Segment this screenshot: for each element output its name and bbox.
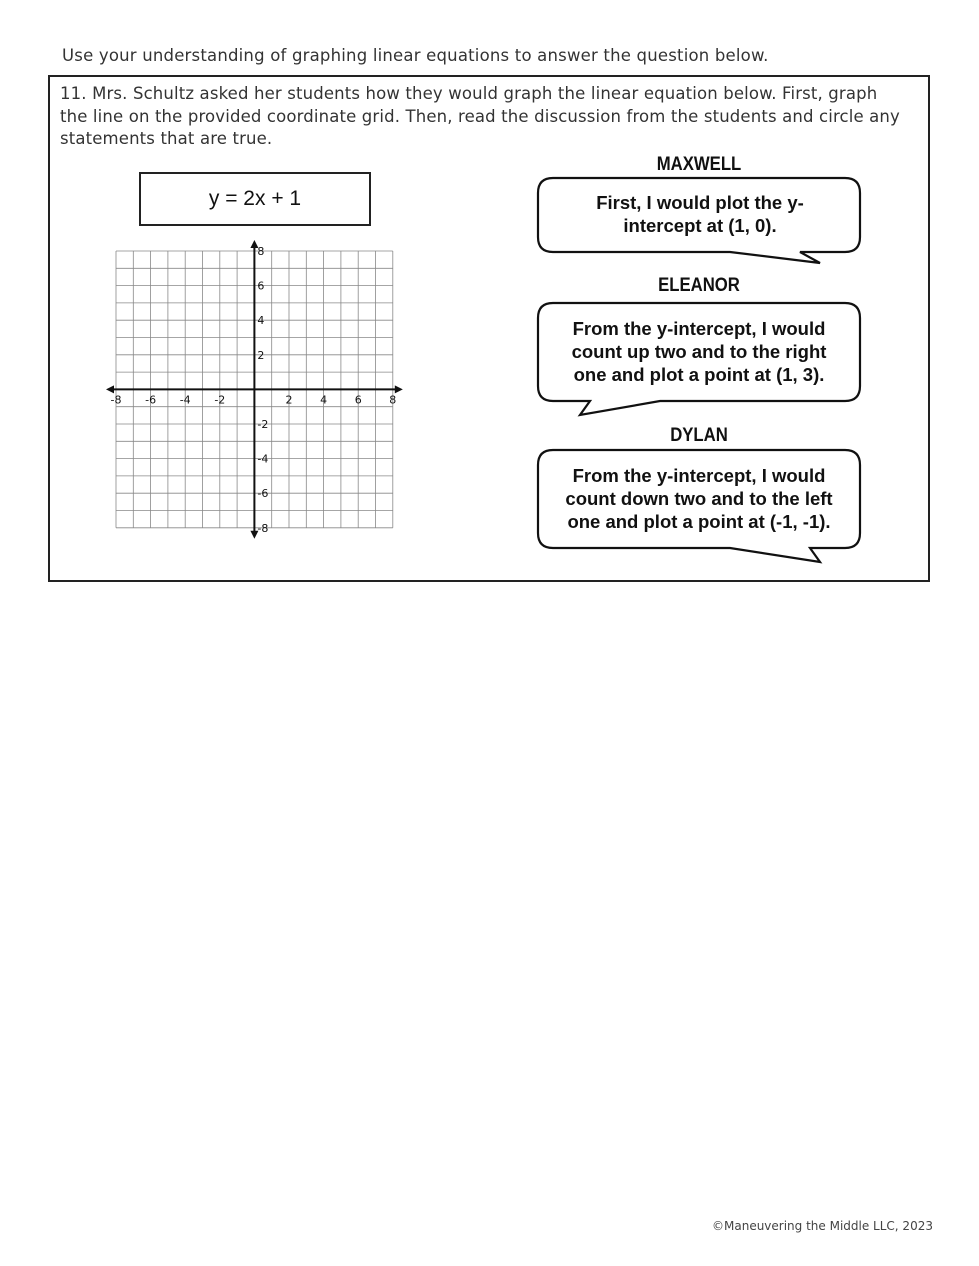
x-tick-label: 6 (354, 393, 362, 407)
x-tick-label: -2 (214, 393, 226, 407)
x-axis-arrow-left (106, 385, 114, 393)
speaker-dylan: DYLAN (670, 425, 728, 446)
x-tick-label: 2 (285, 393, 293, 407)
y-tick-label: 8 (257, 245, 265, 258)
copyright-footer: ©Maneuvering the Middle LLC, 2023 (712, 1219, 933, 1233)
dylan-statement: From the y-intercept, I would count down two and to the left one and plot a point at (-1, -1). (565, 465, 833, 532)
y-tick-label: 2 (257, 348, 265, 362)
y-tick-label: -6 (257, 487, 269, 501)
question-box (48, 75, 930, 582)
y-tick-label: -2 (257, 418, 269, 431)
question-prompt: 11. Mrs. Schultz asked her students how they would graph the linear equation below. First, graph the line on the provided coordinate grid. Then, read the discussion from the students and circle any statements that are true. (60, 84, 900, 148)
x-tick-label: -8 (110, 393, 122, 407)
instruction-text: Use your understanding of graphing linear equations to answer the question below. (62, 46, 769, 65)
y-tick-label: 6 (257, 279, 265, 293)
x-tick-label: -4 (179, 393, 191, 407)
x-tick-label: 8 (389, 393, 397, 407)
speaker-eleanor: ELEANOR (658, 275, 740, 296)
x-axis-arrow-right (395, 385, 403, 393)
speaker-maxwell: MAXWELL (656, 154, 742, 175)
x-tick-label: 4 (320, 393, 328, 407)
eleanor-statement: From the y-intercept, I would count up two and to the right one and plot a point at (1, 3). (571, 318, 827, 385)
y-tick-label: -8 (257, 521, 269, 535)
x-tick-label: -6 (145, 393, 157, 407)
y-tick-label: -4 (257, 452, 269, 466)
y-tick-label: 4 (257, 314, 265, 328)
maxwell-statement: First, I would plot the y-intercept at (1, 0). (596, 192, 804, 236)
equation-text: y = 2x + 1 (208, 187, 302, 210)
